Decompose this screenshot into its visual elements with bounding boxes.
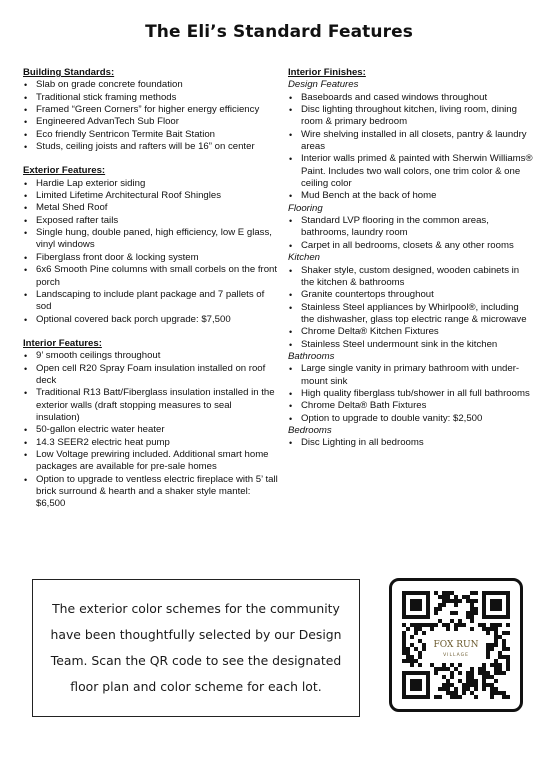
kitchen-label: Kitchen xyxy=(288,252,320,264)
list-item: • Engineered AdvanTech Sub Floor xyxy=(23,116,278,128)
list-item: • Wire shelving installed in all closets, pantry & laundry areas xyxy=(288,129,534,154)
list-item: • Disc lighting throughout kitchen, living room, dining room & primary bedroom xyxy=(288,104,534,129)
list-item: • Studs, ceiling joists and rafters will be 16” on center xyxy=(23,141,278,153)
list-item: • Single hung, double paned, high efficiency, low E glass, vinyl windows xyxy=(23,227,278,252)
flooring-label: Flooring xyxy=(288,202,323,214)
bedrooms-label: Bedrooms xyxy=(288,424,332,436)
qr-code[interactable] xyxy=(402,591,510,699)
list-item: • Slab on grade concrete foundation xyxy=(23,79,278,91)
list-item: • 50-gallon electric water heater xyxy=(23,424,278,436)
list-item: • Stainless Steel undermount sink in the kitchen xyxy=(288,339,534,351)
exterior-features-list xyxy=(23,178,278,326)
list-item: • Baseboards and cased windows throughout xyxy=(288,92,534,104)
list-item: • Shaker style, custom designed, wooden cabinets in the kitchen & bathrooms xyxy=(288,265,534,290)
bathrooms-label: Bathrooms xyxy=(288,350,335,362)
bedrooms-list xyxy=(288,437,534,449)
list-item: • 9’ smooth ceilings throughout xyxy=(23,350,278,362)
fox-run-logo-subtext: VILLAGE xyxy=(443,653,469,658)
list-item: • Framed “Green Corners” for higher energy efficiency xyxy=(23,104,278,116)
list-item: • Fiberglass front door & locking system xyxy=(23,252,278,264)
exterior-features-heading: Exterior Features: xyxy=(23,165,106,177)
list-item: • Metal Shed Roof xyxy=(23,202,278,214)
list-item: • Disc Lighting in all bedrooms xyxy=(288,437,534,449)
list-item: • Chrome Delta® Kitchen Fixtures xyxy=(288,326,534,338)
interior-features-heading: Interior Features: xyxy=(23,337,102,349)
list-item: • Eco friendly Sentricon Termite Bait Station xyxy=(23,129,278,141)
list-item: • Mud Bench at the back of home xyxy=(288,190,534,202)
qr-code-frame[interactable] xyxy=(389,578,523,712)
kitchen-list xyxy=(288,265,534,351)
list-item: • Open cell R20 Spray Foam insulation installed on roof deck xyxy=(23,363,278,388)
list-item: • Option to upgrade to double vanity: $2,500 xyxy=(288,413,534,425)
list-item: • 6x6 Smooth Pine columns with small corbels on the front porch xyxy=(23,264,278,289)
page-title: The Eli’s Standard Features xyxy=(145,22,413,42)
list-item: • Carpet in all bedrooms, closets & any other rooms xyxy=(288,240,534,252)
list-item: • Optional covered back porch upgrade: $7,500 xyxy=(23,314,278,326)
list-item: • Stainless Steel appliances by Whirlpool®, including the dishwasher, glass top electric range & microwave xyxy=(288,302,534,327)
design-features-list xyxy=(288,92,534,203)
interior-finishes-heading: Interior Finishes: xyxy=(288,67,366,78)
list-item: • Chrome Delta® Bath Fixtures xyxy=(288,400,534,412)
bathrooms-list xyxy=(288,363,534,425)
list-item: • 14.3 SEER2 electric heat pump xyxy=(23,437,278,449)
interior-features-list xyxy=(23,350,278,510)
design-features-label: Design Features xyxy=(288,79,359,91)
fox-run-logo-text: FOX RUN xyxy=(433,640,479,650)
right-column xyxy=(288,67,534,450)
list-item: • Granite countertops throughout xyxy=(288,289,534,301)
list-item: • Hardie Lap exterior siding xyxy=(23,178,278,190)
list-item: • Low Voltage prewiring included. Additional smart home packages are available for pre-sale homes xyxy=(23,449,278,474)
list-item: • Landscaping to include plant package and 7 pallets of sod xyxy=(23,289,278,314)
color-scheme-notice xyxy=(32,579,360,717)
list-item: • Traditional stick framing methods xyxy=(23,92,278,104)
color-scheme-notice-text: The exterior color schemes for the community have been thoughtfully selected by our Design Team. Scan the QR code to see the designated floor plan and color scheme for each lot. xyxy=(50,601,342,694)
flooring-list xyxy=(288,215,534,252)
list-item: • Exposed rafter tails xyxy=(23,215,278,227)
building-standards-list xyxy=(23,79,278,153)
list-item: • Option to upgrade to ventless electric fireplace with 5’ tall brick surround & hearth and a shaker style mantel: $6,500 xyxy=(23,474,278,511)
list-item: • Standard LVP flooring in the common areas, bathrooms, laundry room xyxy=(288,215,534,240)
list-item: • Traditional R13 Batt/Fiberglass insulation installed in the exterior walls (draft stopping measures to seal insulation) xyxy=(23,387,278,424)
building-standards-heading: Building Standards: xyxy=(23,67,115,78)
list-item: • Large single vanity in primary bathroom with under-mount sink xyxy=(288,363,534,388)
list-item: • High quality fiberglass tub/shower in all full bathrooms xyxy=(288,388,534,400)
left-column xyxy=(23,67,278,511)
list-item: • Limited Lifetime Architectural Roof Shingles xyxy=(23,190,278,202)
list-item: • Interior walls primed & painted with Sherwin Williams® Paint. Includes two wall colors, one trim color & one ceiling color xyxy=(288,153,534,190)
